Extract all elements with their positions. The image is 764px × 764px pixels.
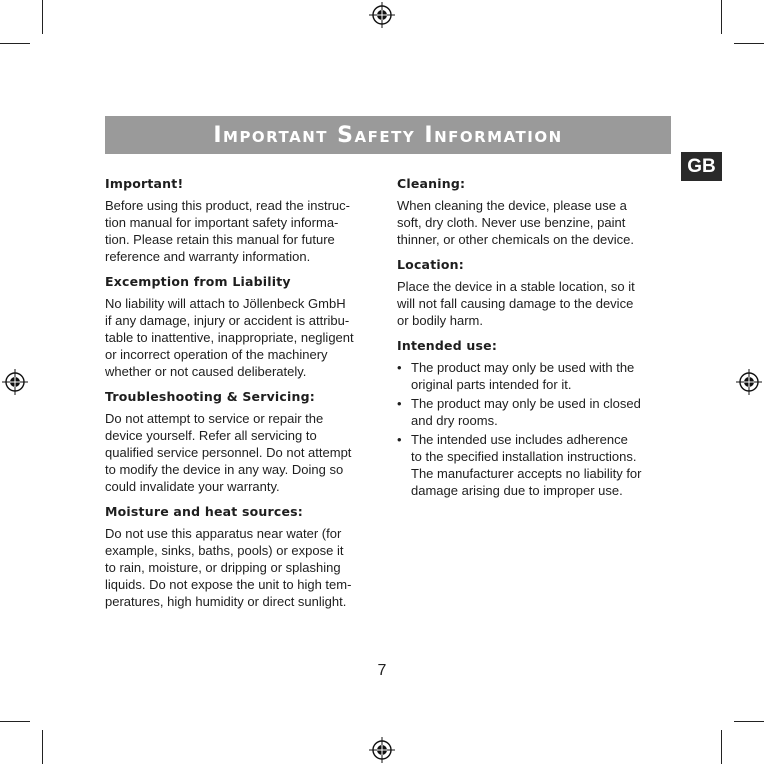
section-intended-use: [397, 338, 669, 499]
list-item: • The product may only be used in closed and dry rooms.: [397, 396, 641, 428]
section-important: [105, 176, 381, 265]
bullet-icon: •: [397, 396, 402, 411]
section-body: Place the device in a stable location, so it will not fall causing damage to the device or bodily harm.: [397, 279, 635, 328]
registration-mark-icon: [2, 369, 28, 395]
registration-mark-icon: [369, 737, 395, 763]
registration-mark-icon: [369, 2, 395, 28]
section-heading: Intended use:: [397, 338, 498, 353]
page-title: Important Safety Information: [213, 122, 563, 148]
section-troubleshooting: [105, 389, 381, 495]
list-item: • The product may only be used with the original parts intended for it.: [397, 360, 635, 392]
title-banner: [105, 116, 671, 154]
section-body: Do not attempt to service or repair the device yourself. Refer all servicing to qualified service personnel. Do not attempt to modify the device in any way. Doing so could invalidate your warranty.: [105, 411, 352, 494]
section-body: No liability will attach to Jöllenbeck GmbH if any damage, injury or accident is attribu- table to inattentive, inappropriate, negligent or incorrect operation of the machinery whether or not caused deliberately.: [105, 296, 354, 379]
section-heading: Moisture and heat sources:: [105, 504, 304, 519]
registration-mark-icon: [736, 369, 762, 395]
section-body: When cleaning the device, please use a soft, dry cloth. Never use benzine, paint thinner, or other chemicals on the device.: [397, 198, 635, 247]
section-heading: Troubleshooting & Servicing:: [105, 389, 315, 404]
section-heading: Important!: [105, 176, 184, 191]
list-item: • The intended use includes adherence to the specified installation instructions. The manufacturer accepts no liability for damage arising due to improper use.: [397, 432, 642, 498]
crop-mark: [734, 721, 764, 722]
section-location: [397, 257, 669, 329]
left-column: [105, 176, 381, 619]
crop-mark: [721, 730, 722, 764]
crop-mark: [0, 721, 30, 722]
language-tab: GB: [681, 152, 722, 181]
section-body: Do not use this apparatus near water (for example, sinks, baths, pools) or expose it to rain, moisture, or dripping or splashing liquids. Do not expose the unit to high tem- peratures, high humidity or direct sunlight.: [105, 526, 352, 609]
intended-use-list: [397, 359, 669, 499]
section-moisture: [105, 504, 381, 610]
crop-mark: [42, 730, 43, 764]
page-number: 7: [377, 662, 387, 679]
section-heading: Cleaning:: [397, 176, 466, 191]
crop-mark: [42, 0, 43, 34]
section-liability: [105, 274, 381, 380]
crop-mark: [721, 0, 722, 34]
crop-mark: [734, 43, 764, 44]
section-body: Before using this product, read the instruc- tion manual for important safety informa- tion. Please retain this manual for future reference and warranty information.: [105, 198, 350, 264]
bullet-icon: •: [397, 360, 402, 375]
section-heading: Location:: [397, 257, 464, 272]
bullet-icon: •: [397, 432, 402, 447]
right-column: [397, 176, 669, 508]
section-cleaning: [397, 176, 669, 248]
crop-mark: [0, 43, 30, 44]
section-heading: Excemption from Liability: [105, 274, 291, 289]
